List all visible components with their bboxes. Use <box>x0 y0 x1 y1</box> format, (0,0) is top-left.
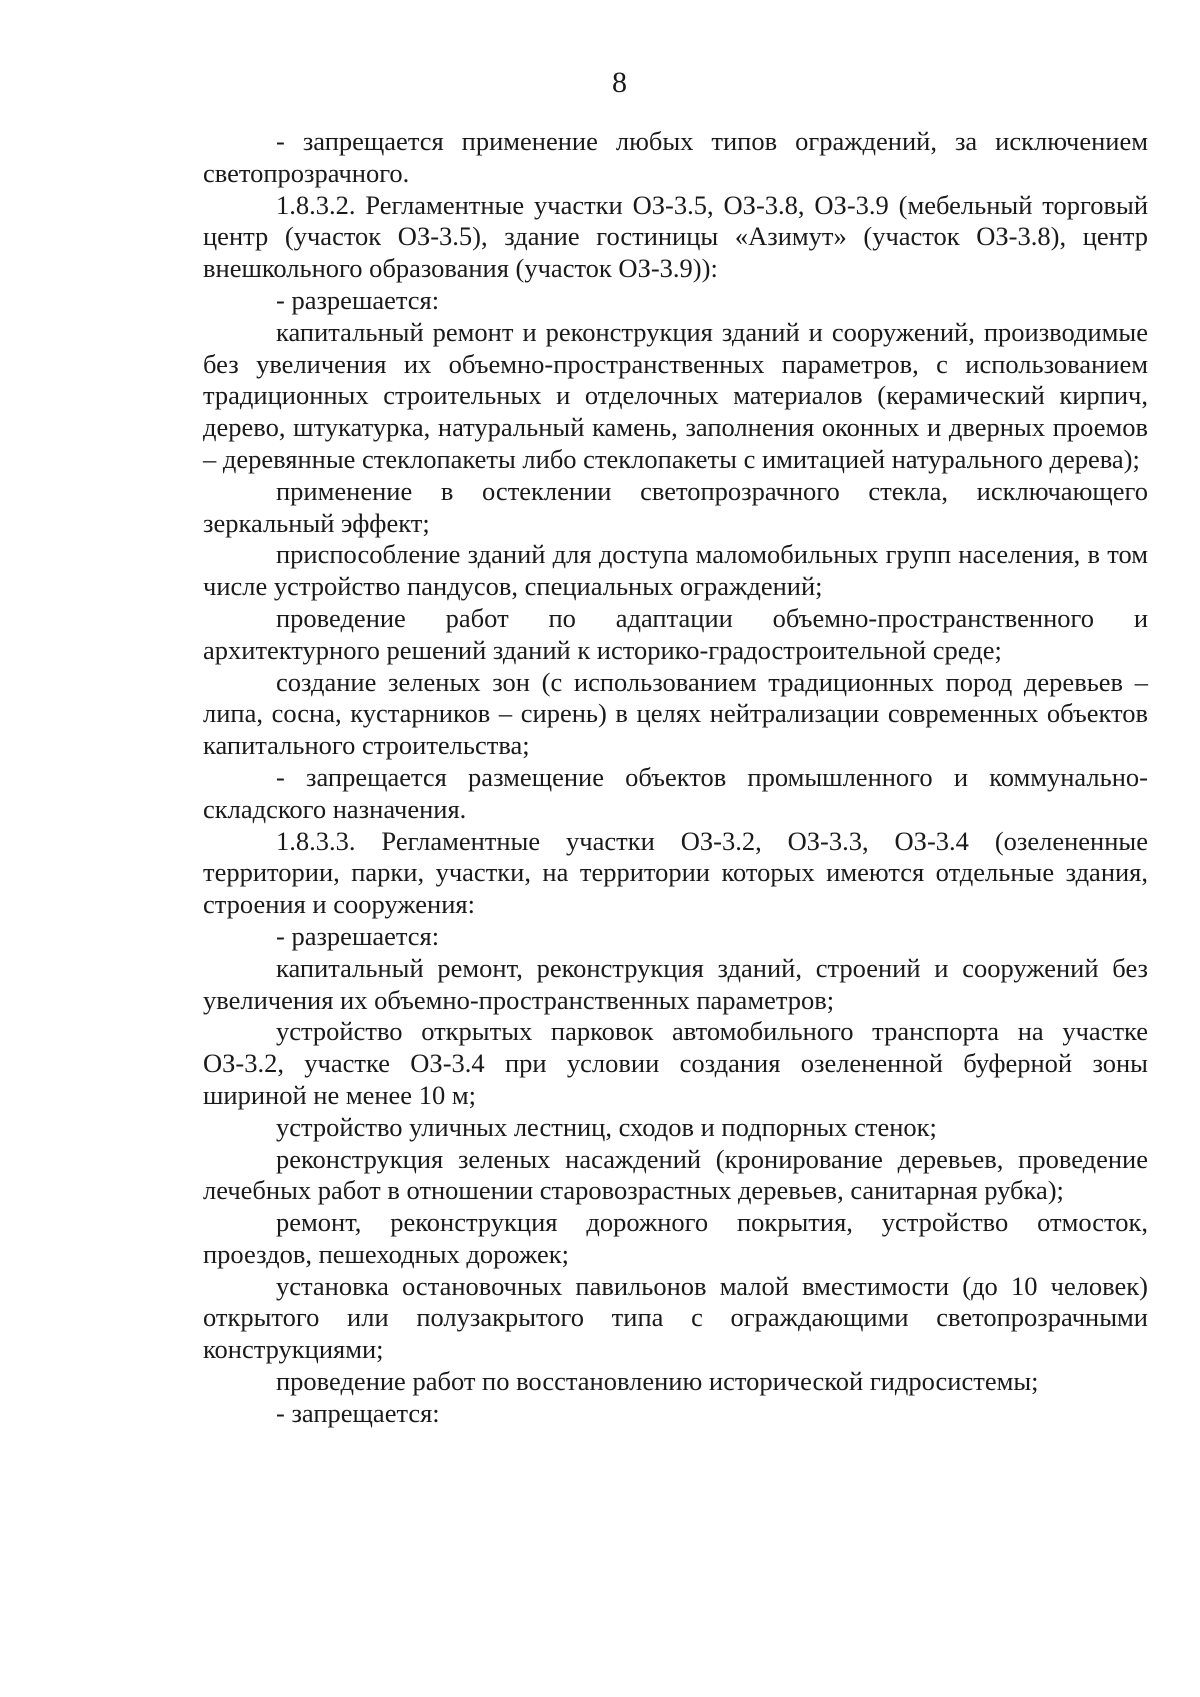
paragraph: приспособление зданий для доступа маломобильных групп населения, в том числе устройство пандусов, специальных ограждений; <box>203 539 1148 602</box>
paragraph: ремонт, реконструкция дорожного покрытия, устройство отмосток, проездов, пешеходных дорожек; <box>203 1207 1148 1269</box>
paragraph: проведение работ по адаптации объемно-пространственного и архитектурного решений зданий к историко-градостроительной среде; <box>203 602 1148 665</box>
paragraph: - разрешается: <box>276 920 440 951</box>
paragraph: проведение работ по восстановлению исторической гидросистемы; <box>276 1366 1039 1397</box>
paragraph: 1.8.3.2. Регламентные участки ОЗ-3.5, ОЗ-3.8, ОЗ-3.9 (мебельный торговый центр (участок ОЗ-3.5), здание гостиницы «Азимут» (участок ОЗ-3.8), центр внешкольного образования (участок ОЗ-3.9)): <box>203 189 1148 284</box>
page-number: 8 <box>612 66 627 99</box>
paragraph: 1.8.3.3. Регламентные участки ОЗ-3.2, ОЗ-3.3, ОЗ-3.4 (озелененные территории, парки, участки, на территории которых имеются отдельные здания, строения и сооружения: <box>203 825 1148 920</box>
paragraph: реконструкция зеленых насаждений (кронирование деревьев, проведение лечебных работ в отношении старовозрастных деревьев, санитарная рубка); <box>203 1143 1148 1206</box>
paragraph: капитальный ремонт, реконструкция зданий, строений и сооружений без увеличения их объемно-пространственных параметров; <box>203 952 1148 1015</box>
paragraph: установка остановочных павильонов малой вместимости (до 10 человек) открытого или полузакрытого типа с ограждающими светопрозрачными конструкциями; <box>203 1270 1148 1365</box>
paragraph: устройство открытых парковок автомобильного транспорта на участке ОЗ-3.2, участке ОЗ-3.4 при условии создания озелененной буферной зоны шириной не менее 10 м; <box>203 1016 1148 1110</box>
paragraph: устройство уличных лестниц, сходов и подпорных стенок; <box>276 1111 937 1142</box>
document-body <box>203 126 1148 1430</box>
paragraph: применение в остеклении светопрозрачного стекла, исключающего зеркальный эффект; <box>203 475 1148 538</box>
paragraph: капитальный ремонт и реконструкция зданий и сооружений, производимые без увеличения их объемно-пространственных параметров, с использованием традиционных строительных и отделочных материалов (керамический кирпич, дерево, штукатурка, натуральный камень, заполнения оконных и дверных проемов – деревянные стеклопакеты либо стеклопакеты с имитацией натурального дерева); <box>203 316 1148 474</box>
paragraph: - разрешается: <box>276 284 440 315</box>
paragraph: - запрещается размещение объектов промышленного и коммунально-складского назначения. <box>203 761 1148 824</box>
paragraph: - запрещается: <box>276 1397 440 1428</box>
paragraph: создание зеленых зон (с использованием традиционных пород деревьев – липа, сосна, кустарников – сирень) в целях нейтрализации современных объектов капитального строительства; <box>203 666 1148 761</box>
paragraph: - запрещается применение любых типов ограждений, за исключением светопрозрачного. <box>203 126 1148 188</box>
